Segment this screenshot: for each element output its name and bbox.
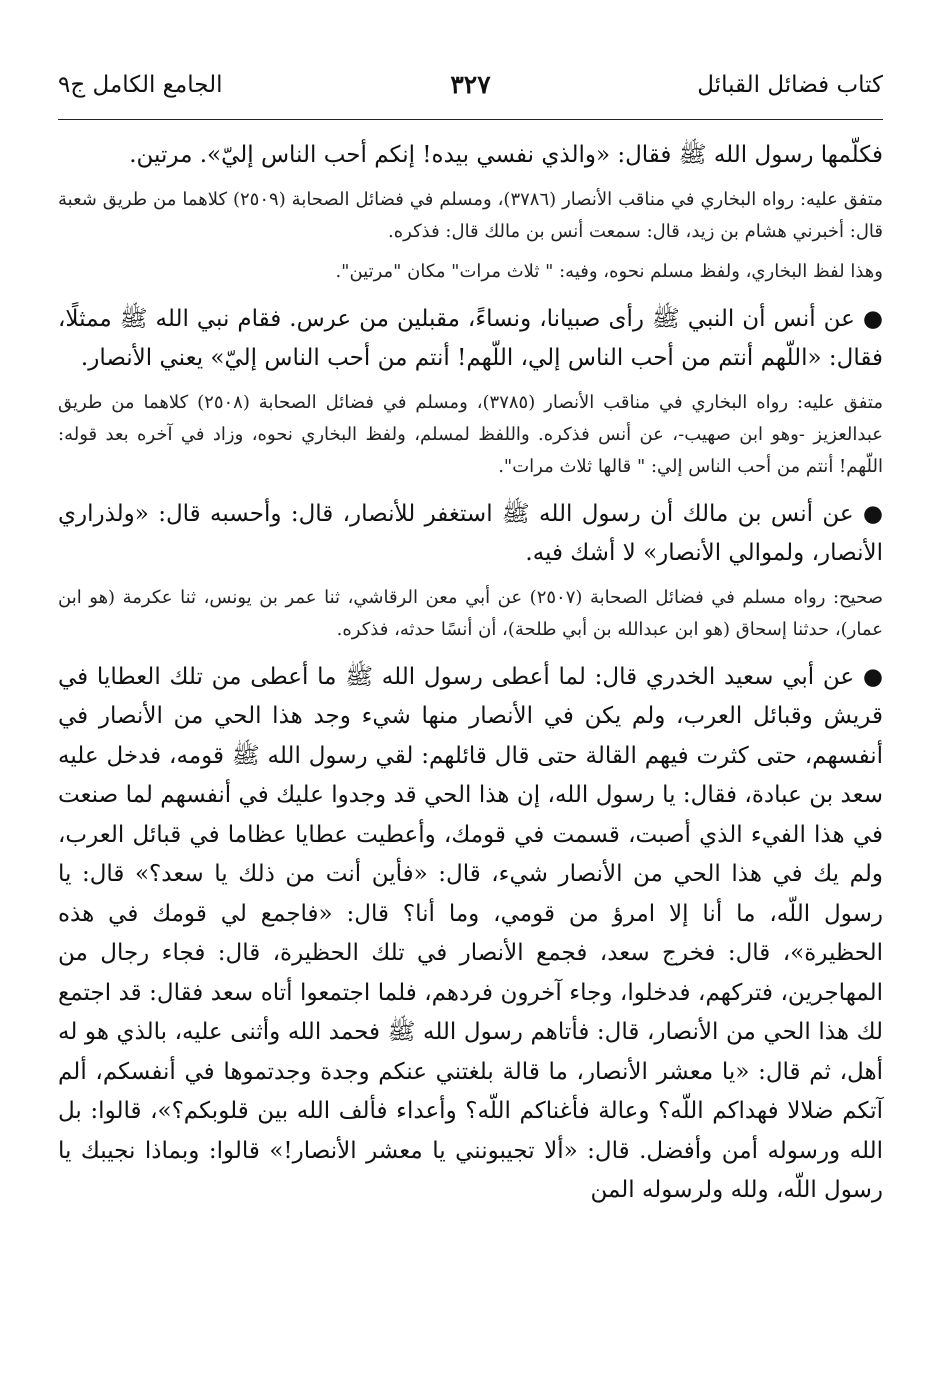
hadith-takhrij: متفق عليه: رواه البخاري في مناقب الأنصار (٣٧٨٦)، ومسلم في فضائل الصحابة (٢٥٠٩) كلاهما من طريق شعبة قال: أخبرني هشام بن زيد، قال: سمعت أنس بن مالك قال: فذكره.	[58, 188, 883, 242]
page-header	[58, 58, 883, 120]
volume-label: الجامع الكامل ج٩	[58, 72, 223, 98]
hadith-text: ● عن أبي سعيد الخدري قال: لما أعطى رسول الله ﷺ ما أعطى من تلك العطايا في قريش وقبائل العرب، ولم يكن في الأنصار منها شيء وجد هذا الحي من الأنصار في أنفسهم، حتى كثرت فيهم القالة حتى قال قائلهم: لقي رسول الله ﷺ قومه، فدخل عليه سعد بن عبادة، فقال: يا رسول الله، إن هذا الحي قد وجدوا عليك في أنفسهم لما صنعت في هذا الفيء الذي أصبت، قسمت في قومك، وأعطيت عطايا عظاما في قبائل العرب، ولم يك في هذا الحي من الأنصار شيء، قال: «فأين أنت من ذلك يا سعد؟» قال: يا رسول اللّه، ما أنا إلا امرؤ من قومي، وما أنا؟ قال: «فاجمع لي قومك في هذه الحظيرة»، قال: فخرج سعد، فجمع الأنصار في تلك الحظيرة، قال: فجاء رجال من المهاجرين، فتركهم، فدخلوا، وجاء آخرون فردهم، فلما اجتمعوا أتاه سعد فقال: قد اجتمع لك هذا الحي من الأنصار، قال: فأتاهم رسول الله ﷺ فحمد الله وأثنى عليه، بالذي هو له أهل، ثم قال: «يا معشر الأنصار، ما قالة بلغتني عنكم وجدة وجدتموها في أنفسكم، ألم آتكم ضلالا فهداكم اللّه؟ وعالة فأغناكم اللّه؟ وأعداء فألف الله بين قلوبكم؟»، قالوا: بل الله ورسوله أمن وأفضل. قال: «ألا تجيبونني يا معشر الأنصار!» قالوا: وبماذا نجيبك يا رسول اللّه، ولله ولرسوله المن	[58, 663, 883, 1203]
hadith-takhrij: صحيح: رواه مسلم في فضائل الصحابة (٢٥٠٧) عن أبي معن الرقاشي، ثنا عمر بن يونس، ثنا عكرمة (هو ابن عمار)، حدثنا إسحاق (هو ابن عبدالله بن أبي طلحة)، أن أنسًا حدثه، فذكره.	[58, 586, 883, 640]
book-title: كتاب فضائل القبائل	[697, 72, 883, 98]
hadith-note: وهذا لفظ البخاري، ولفظ مسلم نحوه، وفيه: " ثلاث مرات" مكان "مرتين".	[335, 260, 883, 282]
page-number: ٣٢٧	[450, 70, 491, 99]
hadith-text: ● عن أنس بن مالك أن رسول الله ﷺ استغفر للأنصار، قال: وأحسبه قال: «ولذراري الأنصار، ولموالي الأنصار» لا أشك فيه.	[58, 500, 883, 566]
hadith-takhrij: متفق عليه: رواه البخاري في مناقب الأنصار (٣٧٨٥)، ومسلم في فضائل الصحابة (٢٥٠٨) كلاهما من طريق عبدالعزيز -وهو ابن صهيب-، عن أنس فذكره. واللفظ لمسلم، ولفظ البخاري نحوه، وزاد في آخره بعد قوله: اللّهم! أنتم من أحب الناس إلي: " قالها ثلاث مرات".	[58, 391, 883, 477]
hadith-text: ● عن أنس أن النبي ﷺ رأى صبيانا، ونساءً، مقبلين من عرس. فقام نبي الله ﷺ ممثلًا، فقال: «اللّهم أنتم من أحب الناس إلي، اللّهم! أنتم من أحب الناس إليّ» يعني الأنصار.	[58, 305, 883, 371]
header-rule	[58, 119, 883, 120]
page-body	[58, 136, 883, 1211]
hadith-text: فكلّمها رسول الله ﷺ فقال: «والذي نفسي بيده! إنكم أحب الناس إليّ». مرتين.	[129, 142, 883, 168]
